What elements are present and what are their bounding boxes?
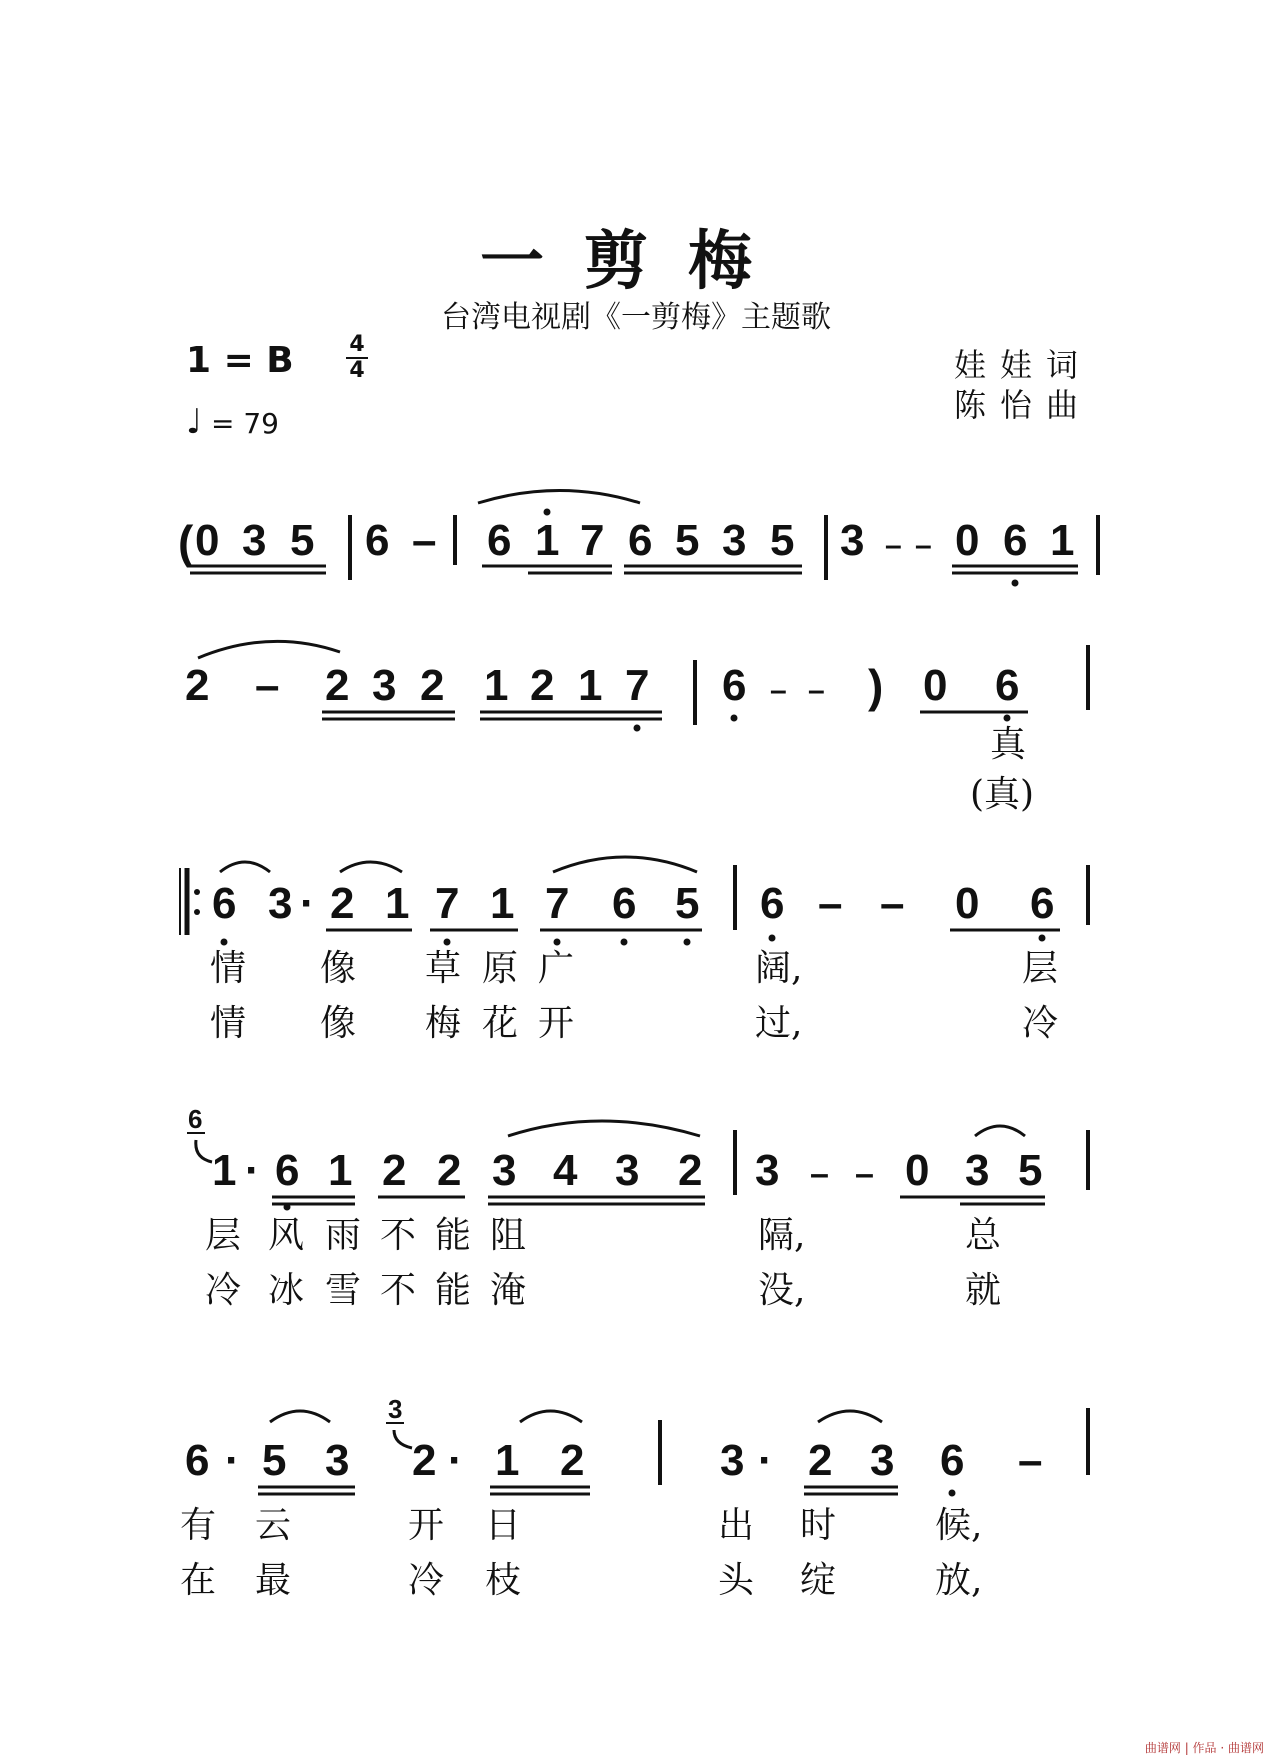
slur bbox=[220, 862, 270, 872]
time-numerator: 4 bbox=[349, 332, 365, 357]
repeat-dot bbox=[194, 909, 200, 915]
score-row-4 bbox=[187, 1104, 1088, 1311]
note: 3 bbox=[492, 1146, 517, 1195]
dash: – bbox=[855, 1155, 874, 1193]
note: 2 bbox=[560, 1436, 585, 1485]
dash: – bbox=[412, 516, 437, 565]
note: 5 bbox=[770, 516, 795, 565]
score-row-2 bbox=[185, 641, 1088, 815]
lyric: 冰 bbox=[268, 1270, 305, 1311]
note: 1 bbox=[578, 661, 603, 710]
grace-slur bbox=[394, 1430, 412, 1448]
note: 3 bbox=[755, 1146, 780, 1195]
dash: – bbox=[1018, 1436, 1043, 1485]
lyric: 阔, bbox=[755, 948, 803, 989]
lyric: 放, bbox=[935, 1560, 983, 1601]
low-dot bbox=[1012, 580, 1019, 587]
note: 6 bbox=[275, 1146, 300, 1195]
note: 0 bbox=[923, 661, 948, 710]
note: 6 bbox=[1030, 879, 1055, 928]
note: 2 bbox=[325, 661, 350, 710]
lyric: 淹 bbox=[490, 1270, 527, 1311]
low-dot bbox=[684, 939, 691, 946]
dash: – bbox=[255, 661, 280, 710]
note: 7 bbox=[545, 879, 570, 928]
lyric: 冷 bbox=[408, 1560, 445, 1601]
dash: – bbox=[810, 1155, 829, 1193]
low-dot bbox=[554, 939, 561, 946]
note: 1 bbox=[495, 1436, 520, 1485]
note: 3 bbox=[840, 516, 865, 565]
note: 1 bbox=[385, 879, 410, 928]
note: 2 bbox=[330, 879, 355, 928]
lyric: 时 bbox=[800, 1505, 837, 1546]
lyric: 最 bbox=[255, 1560, 292, 1601]
note: 2 bbox=[678, 1146, 703, 1195]
note: 0 bbox=[905, 1146, 930, 1195]
dot: · bbox=[225, 1436, 240, 1485]
note: 6 bbox=[940, 1436, 965, 1485]
lyric: 风 bbox=[268, 1215, 305, 1256]
paren-close: ) bbox=[868, 660, 884, 712]
note: 3 bbox=[615, 1146, 640, 1195]
low-dot bbox=[731, 715, 738, 722]
dash: – bbox=[818, 879, 843, 928]
lyric: 能 bbox=[435, 1215, 472, 1256]
paren-open: ( bbox=[178, 516, 194, 568]
lyric: 不 bbox=[380, 1270, 417, 1311]
lyric: 广 bbox=[538, 948, 575, 989]
note: 5 bbox=[675, 879, 700, 928]
note: 6 bbox=[212, 879, 237, 928]
slur bbox=[478, 491, 640, 504]
slur bbox=[818, 1411, 882, 1422]
score-row-5 bbox=[180, 1394, 1088, 1601]
lyric: 枝 bbox=[485, 1560, 522, 1601]
time-denominator: 4 bbox=[349, 358, 365, 383]
lyric: 情 bbox=[210, 948, 247, 989]
lyric: 花 bbox=[482, 1003, 519, 1044]
lyric: 绽 bbox=[800, 1560, 837, 1601]
dot: · bbox=[758, 1436, 773, 1485]
low-dot bbox=[769, 935, 776, 942]
lyric: 雪 bbox=[325, 1270, 362, 1311]
note: 3 bbox=[720, 1436, 745, 1485]
low-dot bbox=[949, 1490, 956, 1497]
lyric: 开 bbox=[538, 1003, 575, 1044]
note: 7 bbox=[435, 879, 460, 928]
song-title: 一剪梅 bbox=[480, 224, 792, 299]
note: 6 bbox=[995, 661, 1020, 710]
lyric: 冷 bbox=[205, 1270, 242, 1311]
lyric: 有 bbox=[180, 1505, 217, 1546]
note: 2 bbox=[808, 1436, 833, 1485]
low-dot bbox=[621, 939, 628, 946]
note: 1 bbox=[212, 1146, 237, 1195]
slur bbox=[270, 1411, 330, 1422]
note: 1 bbox=[328, 1146, 353, 1195]
note: 2 bbox=[185, 661, 210, 710]
score-row-3 bbox=[180, 857, 1088, 1044]
song-subtitle: 台湾电视剧《一剪梅》主题歌 bbox=[441, 300, 831, 335]
dot: · bbox=[245, 1146, 260, 1195]
note: 0 bbox=[955, 879, 980, 928]
grace-slur bbox=[196, 1140, 212, 1162]
slur bbox=[340, 862, 402, 872]
composer-credit: 陈怡曲 bbox=[953, 386, 1092, 424]
low-dot bbox=[444, 939, 451, 946]
low-dot bbox=[634, 725, 641, 732]
note: 2 bbox=[382, 1146, 407, 1195]
lyric: 过, bbox=[755, 1003, 803, 1044]
lyric: 在 bbox=[180, 1560, 217, 1601]
lyric: 云 bbox=[255, 1505, 292, 1546]
note: 4 bbox=[553, 1146, 578, 1195]
note: 7 bbox=[580, 516, 605, 565]
note: 5 bbox=[675, 516, 700, 565]
grace-note: 3 bbox=[388, 1394, 403, 1424]
dot: · bbox=[300, 879, 315, 928]
watermark: 曲谱网 | 作品 · 曲谱网 bbox=[1144, 1741, 1264, 1755]
quarter-note-icon: ♩ bbox=[186, 402, 203, 442]
note: 1 bbox=[490, 879, 515, 928]
lyric: 能 bbox=[435, 1270, 472, 1311]
dash: – bbox=[770, 674, 787, 707]
dot: · bbox=[448, 1436, 463, 1485]
note: 2 bbox=[420, 661, 445, 710]
lyric: 像 bbox=[320, 1003, 357, 1044]
lyric: (真) bbox=[970, 774, 1035, 815]
lyric: 隔, bbox=[758, 1215, 806, 1256]
grace-note: 6 bbox=[188, 1104, 203, 1134]
note: 3 bbox=[372, 661, 397, 710]
lyric: 草 bbox=[425, 948, 462, 989]
lyric: 阻 bbox=[490, 1215, 527, 1256]
note: 6 bbox=[1003, 516, 1028, 565]
note: 3 bbox=[870, 1436, 895, 1485]
dash: – bbox=[880, 879, 905, 928]
note: 3 bbox=[268, 879, 293, 928]
lyric: 像 bbox=[320, 948, 357, 989]
lyric: 就 bbox=[965, 1270, 1002, 1311]
lyric: 候, bbox=[935, 1505, 983, 1546]
slur bbox=[508, 1121, 700, 1136]
slur bbox=[198, 641, 340, 658]
lyric: 冷 bbox=[1022, 1003, 1059, 1044]
note: 2 bbox=[412, 1436, 437, 1485]
note: 2 bbox=[530, 661, 555, 710]
note: 6 bbox=[612, 879, 637, 928]
repeat-dot bbox=[194, 889, 200, 895]
high-dot bbox=[544, 509, 551, 516]
tempo-value: = 79 bbox=[210, 407, 279, 440]
note: 1 bbox=[535, 516, 560, 565]
note: 6 bbox=[185, 1436, 210, 1485]
score-row-1 bbox=[178, 491, 1098, 587]
note: 0 bbox=[195, 516, 220, 565]
low-dot bbox=[1004, 715, 1011, 722]
lyricist-credit: 娃娃词 bbox=[953, 346, 1092, 384]
lyric: 层 bbox=[1022, 948, 1059, 989]
lyric: 真 bbox=[990, 724, 1027, 765]
note: 3 bbox=[722, 516, 747, 565]
lyric: 雨 bbox=[325, 1215, 362, 1256]
note: 6 bbox=[628, 516, 653, 565]
dash: – bbox=[808, 674, 825, 707]
lyric: 梅 bbox=[425, 1003, 462, 1044]
lyric: 总 bbox=[965, 1215, 1002, 1256]
note: 1 bbox=[1050, 516, 1075, 565]
lyric: 原 bbox=[482, 948, 519, 989]
note: 6 bbox=[760, 879, 785, 928]
note: 0 bbox=[955, 516, 980, 565]
note: 3 bbox=[965, 1146, 990, 1195]
low-dot bbox=[221, 939, 228, 946]
low-dot bbox=[1039, 935, 1046, 942]
lyric: 情 bbox=[210, 1003, 247, 1044]
note: 5 bbox=[262, 1436, 287, 1485]
slur bbox=[975, 1126, 1025, 1136]
key-signature: 1 = B bbox=[186, 340, 294, 381]
note: 5 bbox=[1018, 1146, 1043, 1195]
lyric: 没, bbox=[758, 1270, 806, 1311]
note: 3 bbox=[242, 516, 267, 565]
lyric: 不 bbox=[380, 1215, 417, 1256]
dash: – bbox=[885, 529, 902, 562]
lyric: 层 bbox=[205, 1215, 242, 1256]
lyric: 出 bbox=[718, 1505, 755, 1546]
note: 7 bbox=[625, 661, 650, 710]
lyric: 日 bbox=[485, 1505, 522, 1546]
slur bbox=[553, 857, 697, 872]
note: 3 bbox=[325, 1436, 350, 1485]
lyric: 头 bbox=[718, 1560, 755, 1601]
note: 2 bbox=[437, 1146, 462, 1195]
note: 6 bbox=[365, 516, 390, 565]
note: 1 bbox=[484, 661, 509, 710]
note: 6 bbox=[722, 661, 747, 710]
note: 5 bbox=[290, 516, 315, 565]
slur bbox=[520, 1411, 582, 1422]
dash: – bbox=[915, 529, 932, 562]
note: 6 bbox=[487, 516, 512, 565]
lyric: 开 bbox=[408, 1505, 445, 1546]
